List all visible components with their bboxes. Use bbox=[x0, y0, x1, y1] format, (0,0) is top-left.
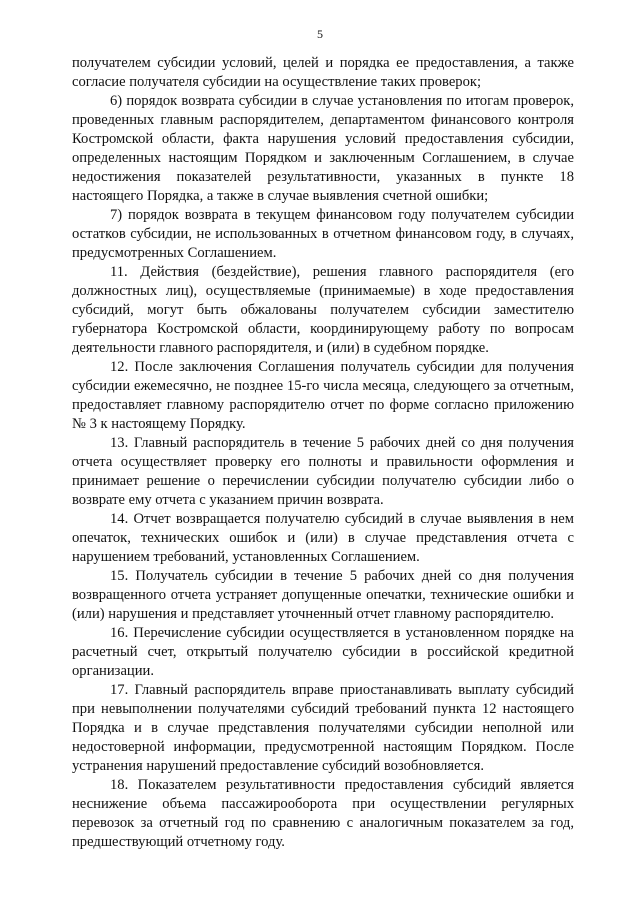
paragraph-11: 11. Действия (бездействие), решения главного распорядителя (его должностных лиц), осуществляемые (принимаемые) в ходе предоставления субсидий, могут быть обжалованы получателем субсидии заместителю губернатора Костромской области, координирующему работу по вопросам деятельности главного распорядителя, и (или) в судебном порядке. bbox=[72, 264, 574, 356]
paragraph-item-6: 6) порядок возврата субсидии в случае установления по итогам проверок, проведенных главным распорядителем, департаментом финансового контроля Костромской области, факта нарушения условий предоставления субсидии, определенных настоящим Порядком и заключенным Соглашением, в случае недостижения показателей результативности, указанных в пункте 18 настоящего Порядка, а также в случае выявления счетной ошибки; bbox=[72, 93, 574, 204]
page-number: 5 bbox=[317, 27, 323, 41]
document-body bbox=[72, 54, 574, 852]
paragraph-17: 17. Главный распорядитель вправе приостанавливать выплату субсидий при невыполнении получателями субсидий требований пункта 12 настоящего Порядка и в случае представления получателями субсидии неполной или недостоверной информации, предусмотренной настоящим Порядком. После устранения нарушений предоставление субсидий возобновляется. bbox=[72, 682, 574, 774]
paragraph-15: 15. Получатель субсидии в течение 5 рабочих дней со дня получения возвращенного отчета устраняет допущенные опечатки, технические ошибки и (или) нарушения и представляет уточненный отчет главному распорядителю. bbox=[72, 568, 574, 622]
paragraph-16: 16. Перечисление субсидии осуществляется в установленном порядке на расчетный счет, открытый получателю субсидии в российской кредитной организации. bbox=[72, 625, 574, 679]
paragraph-continuation: получателем субсидии условий, целей и порядка ее предоставления, а также согласие получателя субсидии на осуществление таких проверок; bbox=[72, 55, 574, 90]
paragraph-13: 13. Главный распорядитель в течение 5 рабочих дней со дня получения отчета осуществляет проверку его полноты и правильности оформления и принимает решение о перечислении субсидии получателю субсидии либо о возврате ему отчета с указанием причин возврата. bbox=[72, 435, 574, 508]
paragraph-18: 18. Показателем результативности предоставления субсидий является неснижение объема пассажирооборота при осуществлении регулярных перевозок за отчетный год по сравнению с аналогичным показателем за год, предшествующий отчетному году. bbox=[72, 777, 574, 850]
paragraph-14: 14. Отчет возвращается получателю субсидий в случае выявления в нем опечаток, технических ошибок и (или) в случае представления отчета с нарушением требований, установленных Соглашением. bbox=[72, 511, 574, 565]
paragraph-item-7: 7) порядок возврата в текущем финансовом году получателем субсидии остатков субсидии, не использованных в отчетном финансовом году, в случаях, предусмотренных Соглашением. bbox=[72, 207, 574, 261]
paragraph-12: 12. После заключения Соглашения получатель субсидии для получения субсидии ежемесячно, не позднее 15-го числа месяца, следующего за отчетным, предоставляет главному распорядителю отчет по форме согласно приложению № 3 к настоящему Порядку. bbox=[72, 359, 574, 432]
